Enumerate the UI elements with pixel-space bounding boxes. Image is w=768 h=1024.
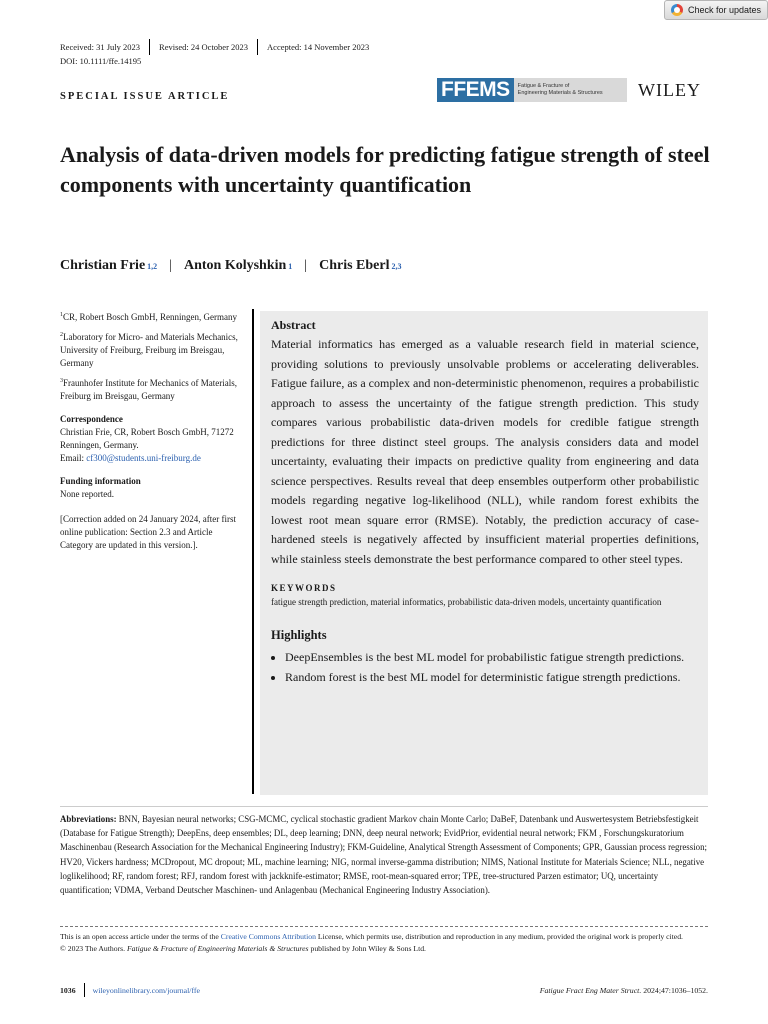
abbreviations-label: Abbreviations:	[60, 814, 117, 824]
correspondence-email-line: Email: cf300@students.uni-freiburg.de	[60, 453, 201, 463]
highlight-item: • DeepEnsembles is the best ML model for probabilistic fatigue strength predictions.	[285, 647, 699, 667]
article-info-column	[60, 309, 245, 552]
email-link[interactable]: cf300@students.uni-freiburg.de	[86, 453, 201, 463]
divider	[257, 39, 258, 55]
author-name[interactable]: Anton Kolyshkin	[183, 258, 287, 273]
abstract-panel	[260, 311, 708, 795]
article-type: SPECIAL ISSUE ARTICLE	[60, 91, 230, 102]
received-date: Received: 31 July 2023	[60, 42, 141, 52]
abstract-heading: Abstract	[271, 318, 316, 332]
revised-date: Revised: 24 October 2023	[159, 42, 249, 52]
author-affiliation-ref[interactable]: 1,2	[147, 262, 158, 271]
citation: Fatigue Fract Eng Mater Struct. 2024;47:1036–1052.	[539, 985, 708, 995]
correspondence-text: Christian Frie, CR, Robert Bosch GmbH, 71272 Renningen, Germany.	[60, 427, 234, 450]
journal-logo-subtitle: Fatigue & Fracture of Engineering Materials & Structures	[514, 78, 627, 102]
page-number: 1036	[60, 985, 76, 995]
article-title: Analysis of data-driven models for predicting fatigue strength of steel components with uncertainty quantification	[60, 142, 710, 197]
journal-logo-badge: FFEMS	[437, 78, 514, 102]
affiliation: $^1$CR, Robert Bosch GmbH, Renningen, Germany	[60, 312, 237, 322]
crossmark-icon	[671, 4, 683, 16]
affiliation: $^3$Fraunhofer Institute for Mechanics of Materials, Freiburg im Breisgau, Germany	[60, 378, 237, 401]
divider	[149, 39, 150, 55]
author-list	[60, 258, 402, 274]
journal-logo	[437, 78, 627, 102]
column-divider	[252, 309, 254, 794]
keywords-text: fatigue strength prediction, material informatics, probabilistic data-driven models, uncertainty quantification	[271, 597, 662, 607]
accepted-date: Accepted: 14 November 2023	[267, 42, 370, 52]
correspondence-heading: Correspondence	[60, 414, 123, 424]
keywords-heading: KEYWORDS	[271, 583, 337, 593]
highlights-list	[271, 647, 699, 687]
check-for-updates-button[interactable]	[664, 0, 768, 20]
abbreviations	[60, 812, 710, 897]
author-name[interactable]: Chris Eberl	[319, 258, 390, 273]
funding-text: None reported.	[60, 489, 114, 499]
author-name[interactable]: Christian Frie	[60, 258, 146, 273]
funding-heading: Funding information	[60, 476, 141, 486]
journal-url-link[interactable]: wileyonlinelibrary.com/journal/ffe	[92, 985, 200, 995]
copyright-line: © 2023 The Authors. Fatigue & Fracture of Engineering Materials & Structures published by John Wiley & Sons Ltd.	[60, 944, 426, 953]
highlights-heading: Highlights	[271, 628, 327, 642]
divider	[84, 983, 85, 997]
author-affiliation-ref[interactable]: 1	[288, 262, 293, 271]
highlight-item: • Random forest is the best ML model for deterministic fatigue strength predictions.	[285, 667, 699, 687]
affiliation: $^2$Laboratory for Micro- and Materials Mechanics, University of Freiburg, Freiburg im Breisgau, Germany	[60, 332, 238, 368]
section-divider	[60, 806, 708, 807]
author-affiliation-ref[interactable]: 2,3	[391, 262, 402, 271]
doi: DOI: 10.1111/ffe.14195	[60, 56, 142, 66]
check-for-updates-label: Check for updates	[688, 5, 762, 15]
author-separator: |	[169, 258, 172, 273]
cc-license-link[interactable]: Creative Commons Attribution	[220, 932, 316, 941]
history-dates	[60, 39, 369, 55]
author-separator: |	[304, 258, 308, 273]
abstract-text: Material informatics has emerged as a valuable research field in material science, providing solutions to previously unsolvable problems or accelerating deliverables. Fatigue failure, as a complex and non-deterministic phenomenon, requires a probabilistic approach to assess the uncertainty of the fatigue strength prediction. This study compares various probabilistic data-driven models for credible fatigue strength predictions for three distinct steel groups. The analysis considers data and model uncertainty, evaluating their impacts on predictive quality from engineering and data science perspectives. Results reveal that deep ensembles outperform other probabilistic models regarding negative log-likelihood (NLL), while random forest exhibits the lowest root mean square error (RMSE). Notably, the prediction accuracy of case-hardened steels is negatively affected by insufficient material properties definitions, while stainless steels demonstrate the best performance compared to other steel types.	[271, 337, 699, 566]
correction-note: [Correction added on 24 January 2024, after first online publication: Section 2.3 and Article Category are updated in this version.].	[60, 514, 236, 550]
license-notice: This is an open access article under the terms of the Creative Commons Attribution License, which permits use, distribution and reproduction in any medium, provided the original work is properly cited. © 2023 The Authors. Fatigue & Fracture of Engineering Materials & Structures published by John Wiley & Sons Ltd.	[60, 931, 710, 955]
page-footer	[60, 983, 708, 997]
dashed-divider	[60, 926, 708, 927]
publisher-logo: WILEY	[638, 80, 701, 100]
abbreviations-text: BNN, Bayesian neural networks; CSG-MCMC, cyclical stochastic gradient Markov chain Monte Carlo; DaBeF, Datenbank und Auswertesystem Betriebsfestigkeit (Database for Fatigue Strength); DeepEns, deep ensembles; DL, deep learning; DNN, deep neural network; EvidPrior, evidential neural network; FKM , Forschungskuratorium Maschinenbau (Research Association for the Mechanical Engineering Industry); FKM-Guideline, Analytical Strength Assessment of Components; GPR, Gaussian process regression; HV20, Vickers hardness; MCDropout, MC dropout; ML, machine learning; NIG, normal inverse-gamma distribution; NIMS, National Institute for Materials Science; NLL, negative loglikelihood; RF, random forest; RFJ, random forest with jackknife-estimator; RMSE, root-mean-squared error; TPE, tree-structured Parzen estimator; UQ, uncertainty quantification; VDMA, Verband Deutscher Maschinen- und Anlagenbau (Mechanical Engineering Industry Association).	[60, 814, 708, 896]
